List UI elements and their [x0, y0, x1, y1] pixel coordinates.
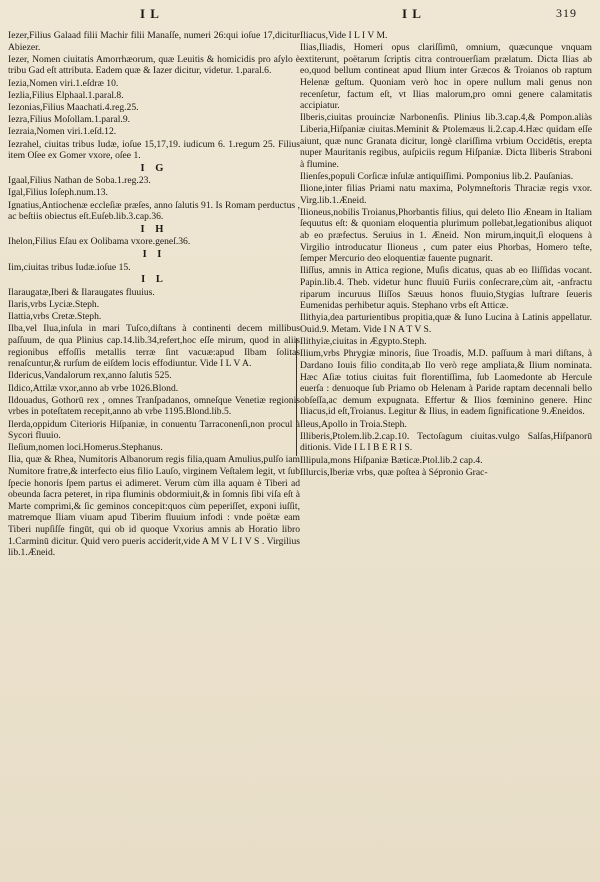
entry: Iliacus,Vide I L I V M.: [300, 30, 388, 41]
entry: Ilattia,vrbs Cretæ.Steph.: [8, 311, 102, 323]
entry: Iezra,Filius Moſollam.1.paral.9.: [8, 114, 131, 126]
entry: Ilerda,oppidum Citerioris Hiſpaniæ, in conuentu Tarraconenſi,non procul à Sycori fluuio.: [8, 418, 300, 442]
entry: Ilione,inter filias Priami natu maxima, Polymneſtoris Thraciæ regis vxor. Virg.lib.1.Æneid.: [300, 183, 592, 206]
entry: Illiberis,Ptolem.lib.2.cap.10. Tectoſagum ciuitas.vulgo Salſas,Hiſpanorū ditionis. Vide I L I B E R I S.: [300, 430, 592, 454]
entry: Iliſſus, amnis in Attica regione, Muſis dicatus, quas ab eo Iliſſidas vocant. Papin.lib.4. Theb. videtur hunc fluuiū Furiis conſecrare,cùm ait, -anfractu riparum incuruus Iliſſos Sæuus honos fluuio,Stygias luſtrare ſeueris Eumenidas perhibetur aquis. Stephano vrbs eſt Atticæ.: [300, 265, 592, 312]
entry: Ilithyiæ,ciuitas in Ægypto.Steph.: [300, 336, 427, 348]
entry: Ildico,Attilæ vxor,anno ab vrbe 1026.Blond.: [8, 382, 179, 394]
section-heading: I H: [140, 223, 168, 235]
entry: Iezer,Filius Galaad filii Machir filii Manaſſe, numeri 26:qui ioſue 17,dicitur Abiezer.: [8, 30, 300, 53]
entry: Ihelon,Filius Eſau ex Oolibama vxore.geneſ.36.: [8, 236, 191, 248]
entry: Iezonias,Filius Maachati.4.reg.25.: [8, 101, 139, 113]
entry: Ilba,vel Ilua,inſula in mari Tuſco,diſtans à continenti decem millibus paſſuum, de qua Plinius cap.14.lib.34,refert,hoc eſſe mirum, quod in aliis regionibus effoſſis metallis terræ ſint vacuæ:apud Ilbam ſolitas renaſcuntur,& rurſum de eiſdem locis effodiuntur. Vide I L V A.: [8, 323, 300, 370]
entry: Ilaris,vrbs Lyciæ.Steph.: [8, 299, 100, 310]
entry: Igal,Filius Ioſeph.num.13.: [8, 187, 108, 199]
entry: Ilioneus,nobilis Troianus,Phorbantis filius, qui deleto Ilio Æneam in Italiam ſequutus eſt: & quoniam eloquentia plurimum pollebat,legationibus aliquot ab eo præfectus. Seruius in 1. Æneid. Non mirum,inquit,ſi eloquens à Virgilio introducatur Ilioneus , cum pater eius Phorbas, Homero teſte, ſemper Mercurio deo eloquentiæ fauente pugnarit.: [300, 206, 592, 265]
entry: Iezlia,Filius Elphaal.1.paral.8.: [8, 89, 124, 101]
left-column: [8, 30, 300, 559]
entry: Igaal,Filius Nathan de Soba.1.reg.23.: [8, 175, 151, 187]
entry: Iezrahel, ciuitas tribus Iudæ, ioſue 15,17,19. iudicum 6. 1.regum 25. Filius item Oſee ex Gomer vxore, oſee 1.: [8, 138, 300, 162]
entry: Iezia,Nomen viri.1.eſdræ 10.: [8, 77, 119, 89]
entry: Ildouadus, Gothorū rex , omnes Tranſpadanos, omneſque Venetiæ regionis vrbes in poteſtatem recepit,anno ab vrbe 1195.Blond.lib.5.: [8, 394, 300, 418]
header-right-letters: I L: [402, 6, 422, 21]
entry: Iezraia,Nomen viri.1.eſd.12.: [8, 126, 117, 138]
running-header: [0, 4, 600, 24]
entry: Ilberis,ciuitas prouinciæ Narbonenſis. Plinius lib.3.cap.4,& Pompon.aliàs Liberia,Hiſpaniæ ciuitas.Meminit & Ptolemæus li.2.cap.4.Hæc quidam eſſe aiunt, quæ nunc Granata dicitur, longè clariſſima vrbium Occidētis, erepta nuper Mauritanis regibus, auſpiciis regum Hiſpaniæ. Dicta Iliberis Straboni à flumine.: [300, 112, 592, 170]
right-column: [300, 30, 592, 479]
entry: Ilia, quæ & Rhea, Numitoris Albanorum regis filia,quam Amulius,pulſo iam Numitore fratre,& interfecto eius filio Lauſo, virginem Veſtalem legit, vt ſub ſpecie honoris ſpem partus ei adimeret. Verum cùm illa aquam è Tiberi ad obeunda ſacra peteret, in ripa fluminis obdormiuit,& in ſomnis ſibi viſa eſt à Marte comprimi,& ſic geminos concepit:quos cùm peperiſſet, exponi iuſſit, matremque Iliam viuam apud Tiberim fluuium infodi : vnde poëtæ eam Tiberi nupſiſſe fingūt, qui ob id quoque Vxorius amnis ab Horatio libro 1.Carminū dicitur. Quid vero pueris acciderit,vide A M V L I V S . Virgilius lib.1.Æneid.: [8, 454, 300, 559]
page-number: 319: [556, 6, 577, 20]
section-heading: I L: [141, 274, 167, 286]
entry: Ildericus,Vandalorum rex,anno ſalutis 525.: [8, 370, 172, 382]
entry: Illurcis,Iberiæ vrbs, quæ poſtea à Sépronio Grac-: [300, 466, 488, 478]
section-heading: I G: [140, 162, 168, 174]
entry: Ilium,vrbs Phrygiæ minoris, ſiue Troadis, M.D. paſſuum à mari diſtans, à Dardano Iouis filio condita,ab Ilo verò rege ampliata,& Ilium nominata. Hæc Aſiæ totius ciuitas fuit florentiſſima, ſub Laomedonte ab Hercule euerſa : denuoque ſub Priamo ob Helenam à Paride raptam decennali bello obſeſſa,ac demum expugnata. Effertur & Ilios fœminino genere. Hinc Iliacus,id eſt,Troianus. Legitur & Ilius, in eadem ſignificatione 9.Æneidos.: [300, 348, 592, 418]
entry: Ilienſes,populi Corſicæ inſulæ antiquiſſimi. Pomponius lib.2. Pauſanias.: [300, 170, 574, 182]
entry: Ignatius,Antiochenæ eccleſiæ præſes, anno ſalutis 91. Is Romam perductus , ac beſtiis obiectus eſt.Euſeb.lib.3.cap.36.: [8, 199, 300, 223]
entry: Illipula,mons Hiſpaniæ Bæticæ.Ptol.lib.2 cap.4.: [300, 454, 483, 466]
entry: Ileus,Apollo in Troia.Steph.: [300, 418, 407, 430]
entry: Iezer, Nomen ciuitatis Amorrhæorum, quæ Leuitis & homicidis pro aſylo è tribu Gad eſt attributa. Eadem quæ & Iazer dicitur, videtur. 1.paral.6.: [8, 53, 300, 77]
section-heading: I I: [142, 249, 166, 261]
entry: Iim,ciuitas tribus Iudæ.ioſue 15.: [8, 261, 131, 273]
header-left-letters: I L: [140, 6, 160, 21]
entry: Ilaraugatæ,Iberi & Ilaraugates fluuius.: [8, 286, 155, 298]
entry: Ilias,Iliadis, Homeri opus clariſſimū, omnium, quæcunque vnquam extiterunt, poëtarum ſcriptis citra controuerſiam prælatum. Dicta Ilias ab eo,quod bellum contineat apud Ilium inter Græcos & Troianos ob raptum Helenæ geſtum. Quoniam verò hoc in opere nullum mali genus non recenſetur, factum eſt, vt Ilias malorum,pro omni genere calamitatis accipiatur.: [300, 42, 592, 112]
entry: Ileſium,nomen loci.Homerus.Stephanus.: [8, 442, 163, 454]
entry: Ilithyia,dea parturientibus propitia,quæ & Iuno Lucina à Latinis appellatur. Ouid.9. Metam. Vide I N A T V S.: [300, 312, 592, 335]
